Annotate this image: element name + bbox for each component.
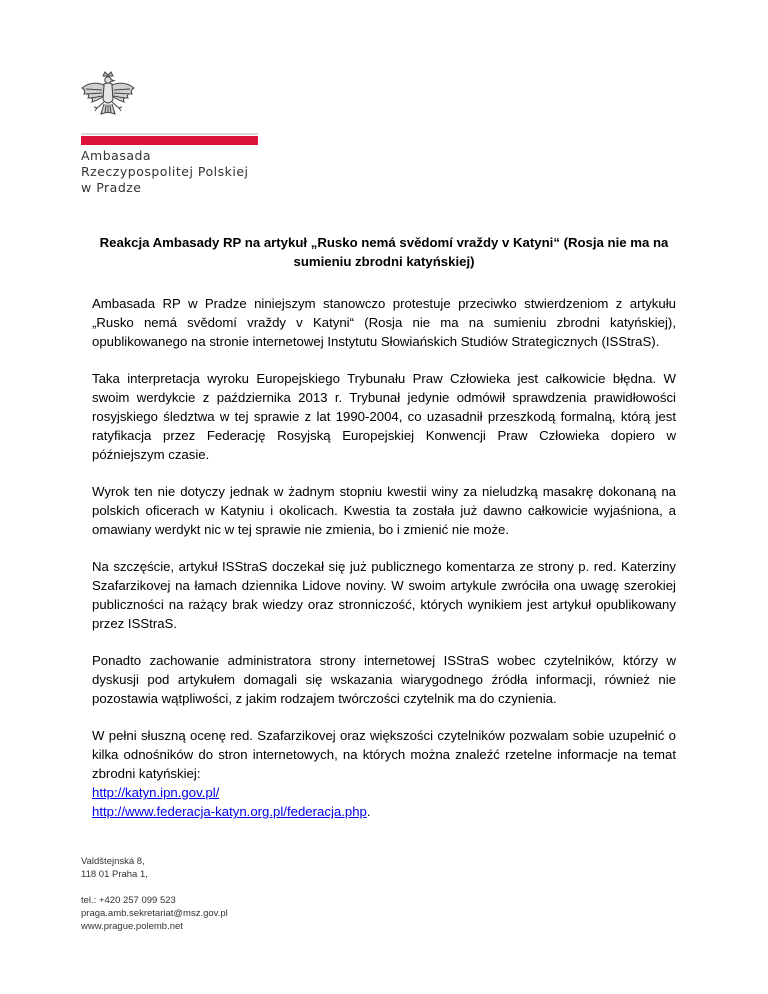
embassy-name-line: Rzeczypospolitej Polskiej	[81, 164, 249, 179]
body-paragraph: Wyrok ten nie dotyczy jednak w żadnym stopniu kwestii winy za nieludzką masakrę dokonaną na polskich oficerach w Katyniu i okolicach. Kwestia ta została już dawno całkowicie wyjaśniona, a omawiany werdykt nic w tej sprawie nie zmienia, bo i zmienić nie może.	[92, 484, 676, 537]
email-text: praga.amb.sekretariat@msz.gov.pl	[81, 908, 228, 919]
letterhead-rule	[81, 133, 258, 145]
footer-contacts	[81, 894, 381, 933]
polish-white-eagle-icon	[78, 70, 138, 126]
body-paragraph: Na szczęście, artykuł ISStraS doczekał się już publicznego komentarza ze strony p. red. Katerziny Szafarzikovej na łamach dziennika Lidove noviny. W swoim artykule zwróciła ona uwagę szerokiej publiczności na rażący brak wiedzy oraz stronniczość, których wynikiem jest artykuł opublikowany przez ISStraS.	[92, 559, 676, 631]
federacja-katyn-link[interactable]: http://www.federacja-katyn.org.pl/federacja.php	[92, 804, 367, 819]
address-line: 118 01 Praha 1,	[81, 869, 148, 880]
body-paragraph: Ponadto zachowanie administratora strony internetowej ISStraS wobec czytelników, którzy w dyskusji pod artykułem domagali się wskazania wiarygodnego źródła informacji, również nie pozostawia wątpliwości, z jakim rodzajem twórczości czytelnik ma do czynienia.	[92, 653, 676, 706]
embassy-name	[81, 148, 281, 196]
trailing-period: .	[366, 804, 371, 819]
embassy-name-line: Ambasada	[81, 148, 152, 163]
links-intro-text: W pełni słuszną ocenę red. Szafarzikovej oraz większości czytelników pozwalam sobie uzupełnić o kilka odnośników do stron internetowych, na których można znaleźć rzetelne informacje na temat zbrodni katyńskiej:	[92, 728, 676, 781]
rule-red-band	[81, 136, 258, 145]
rule-white-band	[81, 133, 258, 135]
ipn-katyn-link[interactable]: http://katyn.ipn.gov.pl/	[92, 785, 220, 800]
website-text: www.prague.polemb.net	[81, 921, 183, 932]
document-title: Reakcja Ambasady RP na artykuł „Rusko nemá svědomí vraždy v Katyni“ (Rosja nie ma na sumieniu zbrodni katyńskiej)	[99, 235, 669, 269]
body-paragraph: Ambasada RP w Pradze niniejszym stanowczo protestuje przeciwko stwierdzeniom z artykułu „Rusko nemá svědomí vraždy v Katyni“ (Rosja nie ma na sumieniu zbrodni katyńskiej), opublikowanego na stronie internetowej Instytutu Słowiańskich Studiów Strategicznych (ISStraS).	[92, 296, 676, 349]
phone-text: tel.: +420 257 099 523	[81, 895, 176, 906]
document-body	[92, 294, 676, 839]
body-paragraph-links	[92, 726, 676, 821]
address-line: Valdštejnská 8,	[81, 856, 145, 867]
footer-contact	[81, 855, 381, 946]
footer-address	[81, 855, 381, 881]
embassy-name-line: w Pradze	[81, 180, 142, 195]
body-paragraph: Taka interpretacja wyroku Europejskiego Trybunału Praw Człowieka jest całkowicie błędna. W swoim werdykcie z października 2013 r. Trybunał jedynie odmówił sprawdzenia prawidłowości rosyjskiego śledztwa w tej sprawie z lat 1990-2004, co uzasadnił przeszkodą formalną, którą jest ratyfikacja przez Federację Rosyjską Europejskiej Konwencji Praw Człowieka dopiero w późniejszym czasie.	[92, 371, 676, 462]
